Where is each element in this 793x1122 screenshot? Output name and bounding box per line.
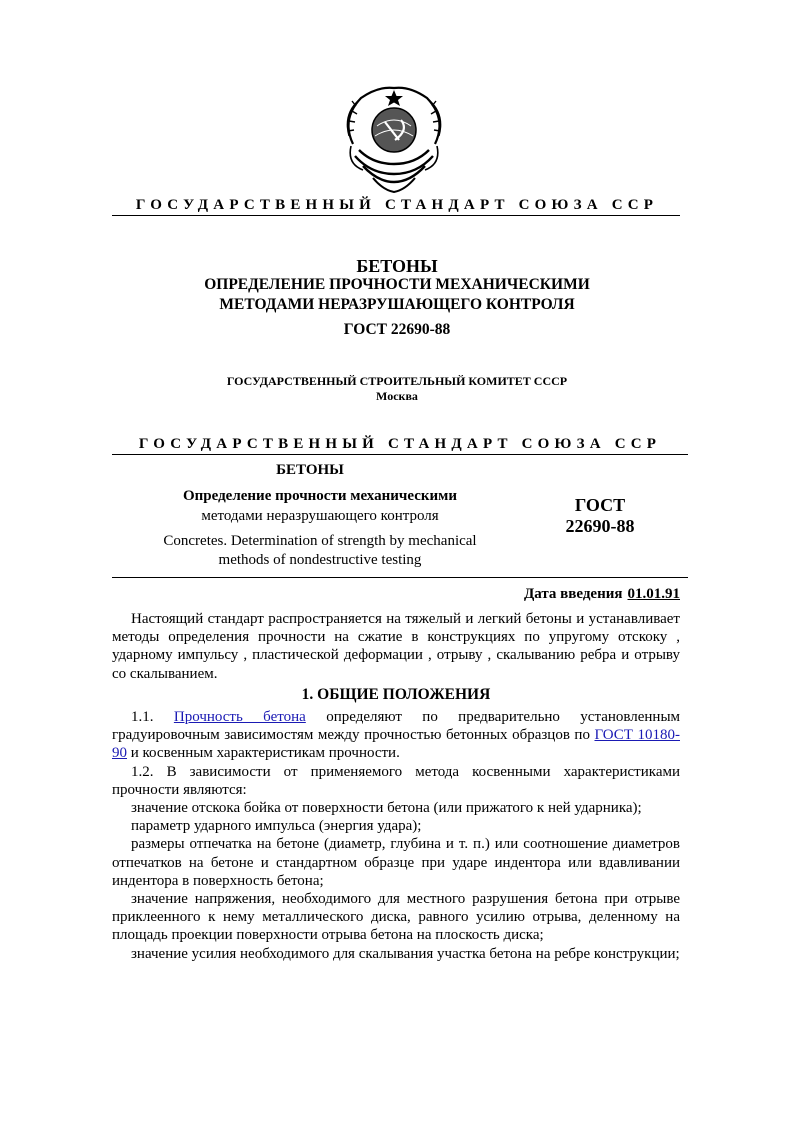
list-item: значение напряжения, необходимого для местного разрушения бетона при отрыве приклеенного к нему металлического диска, равного усилию отрыва, деленному на площадь проекции поверхности отрыва бетона на плоскость диска; [112,891,680,944]
standard-title-en-line1: Concretes. Determination of strength by mechanical [163,533,477,549]
divider [112,577,688,578]
standard-title-ru-line1: Определение прочности механическими [182,488,457,504]
doc-subtitle-line2: МЕТОДАМИ НЕРАЗРУШАЮЩЕГО КОНТРОЛЯ [219,296,575,313]
ussr-emblem-icon [333,84,455,196]
paragraph-text: определяют по предварительно установленным градуировочным зависимостям между прочностью бетонных образцов по [112,709,681,744]
gost-label: ГОСТ [574,495,626,515]
doc-title: БЕТОНЫ [356,256,438,276]
concrete-strength-link[interactable]: Прочность бетона [173,709,306,726]
paragraph-1-2: 1.2. В зависимости от применяемого метода косвенными характеристиками прочности являются: [112,763,680,798]
section-heading: 1. ОБЩИЕ ПОЛОЖЕНИЯ [301,685,491,703]
intro-paragraph [112,610,680,963]
list-item: размеры отпечатка на бетоне (диаметр, глубина и т. п.) или соотношение диаметров отпечатков на бетоне и стандартном образце при ударе индентора или вдавливании индентора в поверхность бетона; [112,836,680,889]
paragraph-tail: и косвенным характеристикам прочности. [130,745,400,762]
gost-number: 22690-88 [565,516,635,536]
introduction-date [524,586,680,603]
city-name: Москва [376,389,418,403]
doc-subtitle-line1: ОПРЕДЕЛЕНИЕ ПРОЧНОСТИ МЕХАНИЧЕСКИМИ [204,276,590,293]
committee-name: ГОСУДАРСТВЕННЫЙ СТРОИТЕЛЬНЫЙ КОМИТЕТ СССР [226,374,568,388]
divider [112,215,680,216]
introduction-date-value: 01.01.91 [627,586,680,602]
divider [112,454,688,455]
list-item: параметр ударного импульса (энергия удара); [131,818,422,835]
standard-title: БЕТОНЫ [276,462,344,478]
list-item: значение усилия необходимого для скалывания участка бетона на ребре конструкции; [131,945,680,962]
intro-text: Настоящий стандарт распространяется на тяжелый и легкий бетоны и устанавливает методы определения прочности на сжатие в конструкциях по упругому отскоку , ударному импульсу , пластической деформации , отрыву , скалыванию ребра и отрыву со скалыванием. [112,611,680,682]
standard-title-ru-line2: методами неразрушающего контроля [201,508,439,524]
state-standard-banner-2: ГОСУДАРСТВЕННЫЙ СТАНДАРТ СОЮЗА ССР [138,436,662,452]
list-item: значение отскока бойка от поверхности бетона (или прижатого к ней ударника); [131,800,642,817]
doc-gost-number: ГОСТ 22690-88 [343,321,451,338]
introduction-date-label: Дата введения [523,586,623,602]
paragraph-1-1 [112,708,680,763]
standard-title-en-line2: methods of nondestructive testing [218,552,422,568]
state-standard-banner: ГОСУДАРСТВЕННЫЙ СТАНДАРТ СОЮЗА ССР [135,197,659,213]
gost-10180-link[interactable]: ГОСТ 10180-90 [112,727,680,762]
paragraph-number: 1.1. [131,709,154,726]
